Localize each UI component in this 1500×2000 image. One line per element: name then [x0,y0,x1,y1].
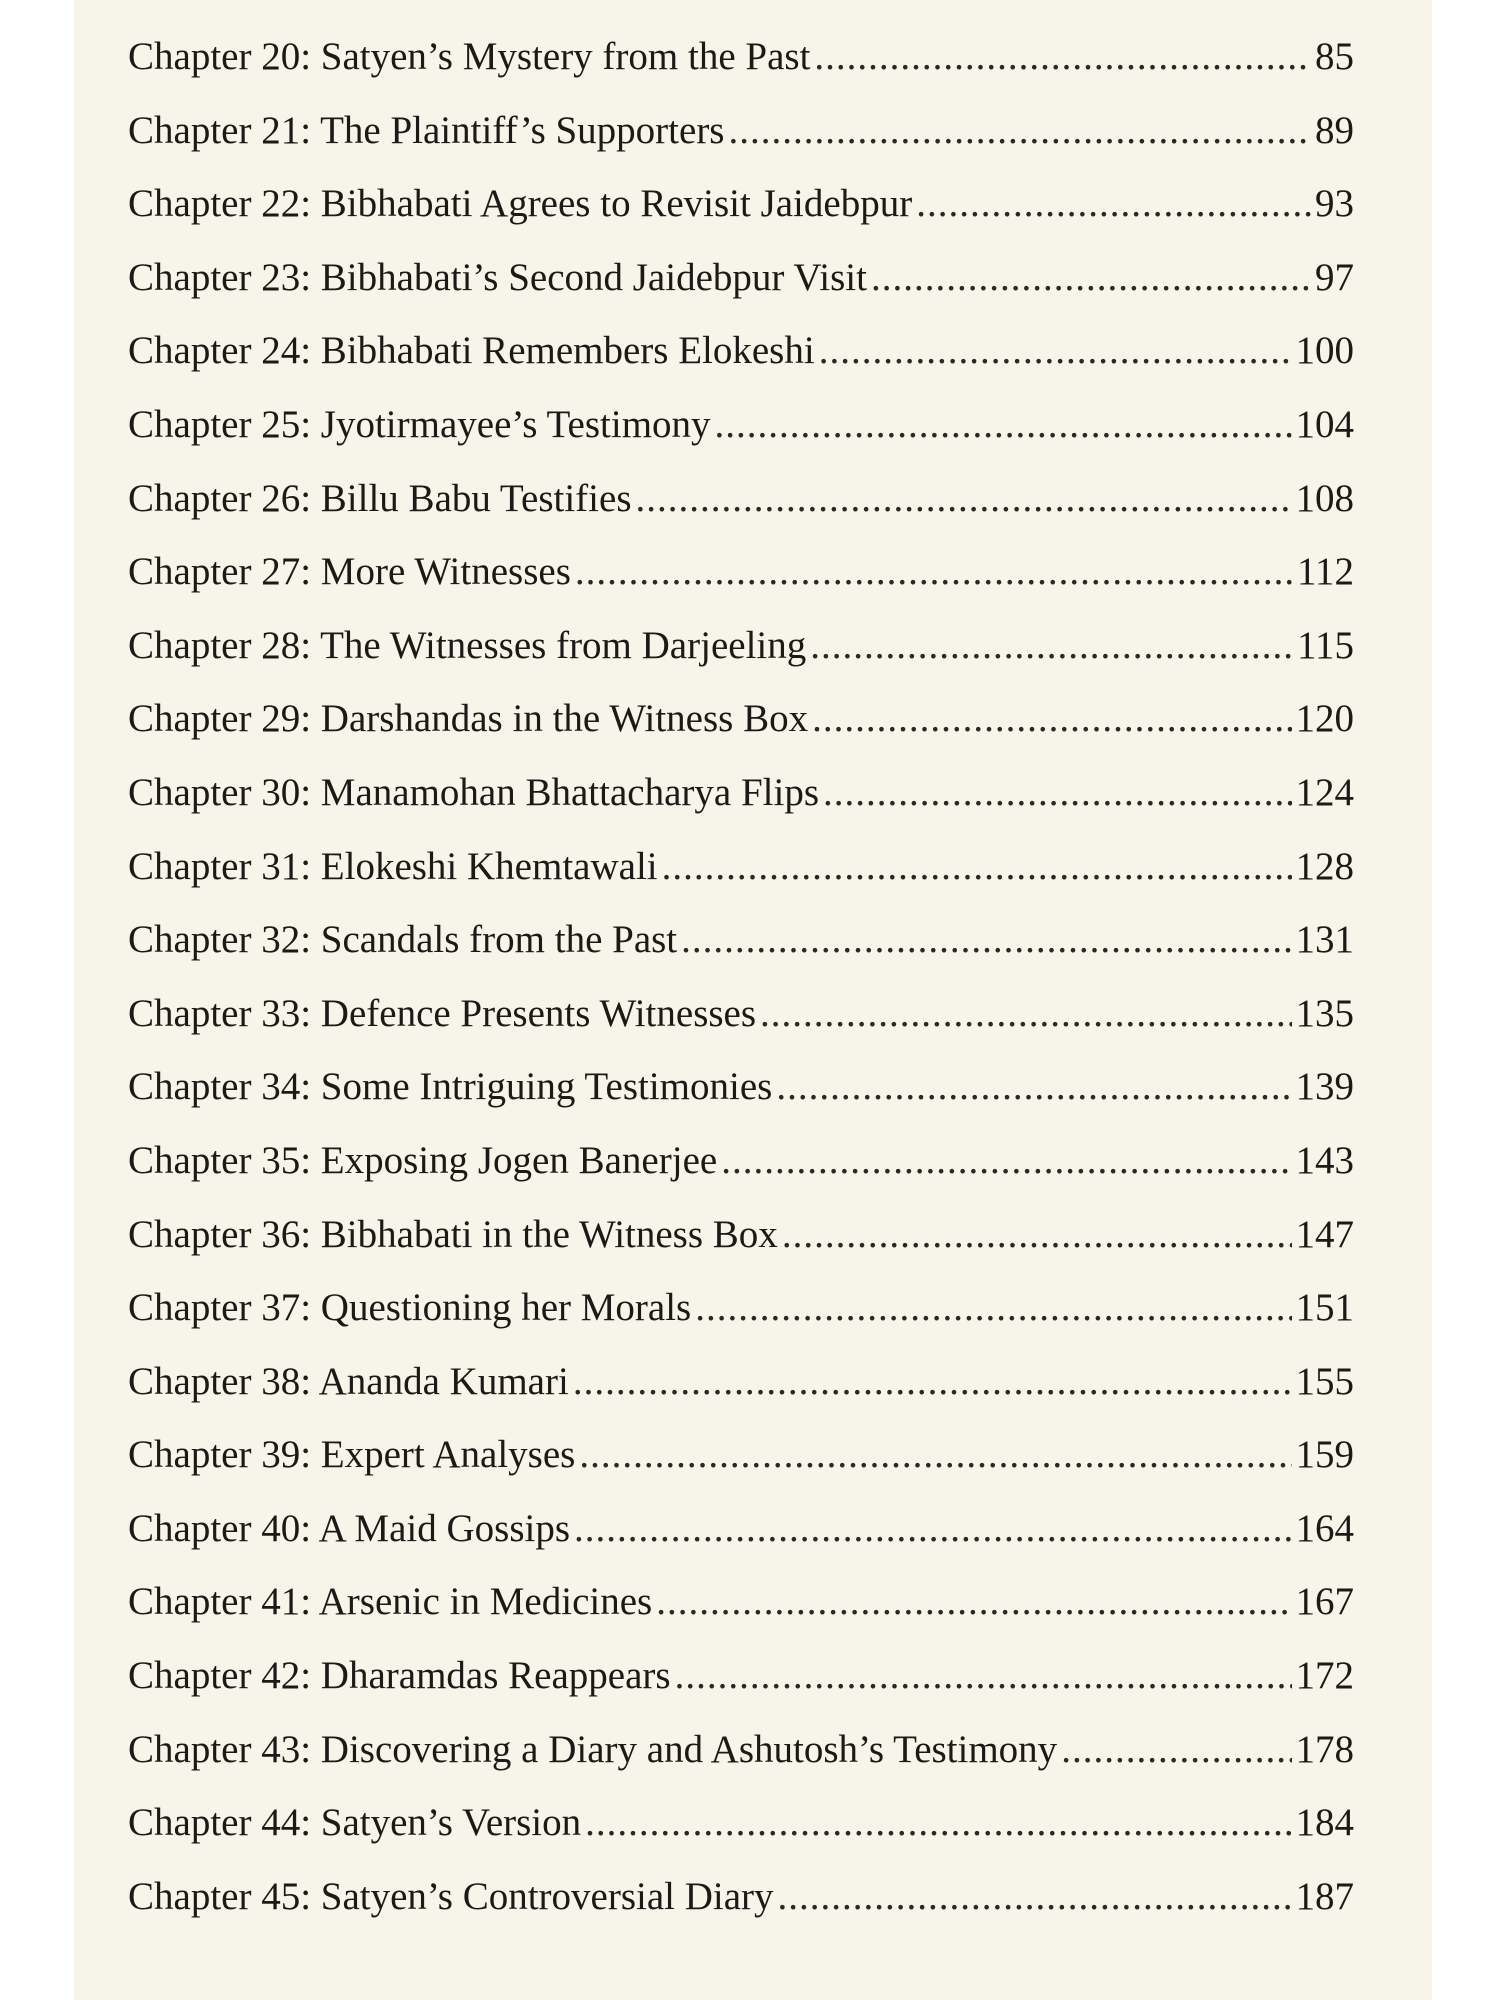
dot-leader [721,1138,1291,1183]
dot-leader [662,844,1292,889]
dot-leader [675,1653,1292,1698]
dot-leader [810,623,1293,668]
toc-entry [128,402,1354,476]
dot-leader [916,181,1311,226]
page-number: 187 [1295,1874,1354,1918]
dot-leader [715,402,1292,447]
toc-entry [128,1285,1354,1359]
toc-entry [128,844,1354,918]
chapter-title: Chapter 24: Bibhabati Remembers Elokeshi [128,329,815,373]
chapter-title: Chapter 29: Darshandas in the Witness Box [128,697,809,741]
page-number: 184 [1295,1801,1354,1845]
page-number: 112 [1296,550,1354,594]
dot-leader [823,770,1292,815]
toc-entry [128,34,1354,108]
chapter-title: Chapter 37: Questioning her Morals [128,1286,692,1330]
page-number: 120 [1295,697,1354,741]
page-number: 164 [1295,1506,1354,1550]
chapter-title: Chapter 25: Jyotirmayee’s Testimony [128,402,711,446]
chapter-title: Chapter 23: Bibhabati’s Second Jaidebpur Visit [128,255,867,299]
page-number: 104 [1295,402,1354,446]
dot-leader [760,991,1291,1036]
chapter-title: Chapter 43: Discovering a Diary and Ashutosh’s Testimony [128,1727,1058,1771]
toc-entry [128,549,1354,623]
toc-entry [128,1138,1354,1212]
dot-leader [573,1359,1292,1404]
page-number: 128 [1295,844,1354,888]
page-number: 155 [1295,1359,1354,1403]
page-number: 139 [1295,1065,1354,1109]
page-number: 93 [1315,182,1354,226]
chapter-title: Chapter 33: Defence Presents Witnesses [128,991,757,1035]
page-number: 124 [1295,770,1354,814]
toc-entry [128,1432,1354,1506]
dot-leader [575,549,1293,594]
dot-leader [782,1212,1292,1257]
chapter-title: Chapter 31: Elokeshi Khemtawali [128,844,658,888]
chapter-title: Chapter 34: Some Intriguing Testimonies [128,1065,773,1109]
dot-leader [585,1800,1291,1845]
page-number: 159 [1295,1433,1354,1477]
toc-entry [128,1506,1354,1580]
dot-leader [681,917,1291,962]
book-page [74,0,1432,2000]
dot-leader [1061,1727,1291,1772]
page-number: 100 [1295,329,1354,373]
toc-entry [128,1064,1354,1138]
toc-entry [128,1212,1354,1286]
toc-entry [128,770,1354,844]
toc-entry [128,108,1354,182]
dot-leader [695,1285,1291,1330]
chapter-title: Chapter 44: Satyen’s Version [128,1801,582,1845]
chapter-title: Chapter 27: More Witnesses [128,550,571,594]
toc-entry [128,1359,1354,1433]
toc-entry [128,255,1354,329]
dot-leader [574,1506,1291,1551]
toc-entry [128,1579,1354,1653]
toc-entry [128,1874,1354,1948]
chapter-title: Chapter 38: Ananda Kumari [128,1359,569,1403]
page-number: 151 [1295,1286,1354,1330]
page-number: 85 [1315,35,1354,78]
toc-entry [128,1727,1354,1801]
chapter-title: Chapter 39: Expert Analyses [128,1433,576,1477]
dot-leader [812,696,1291,741]
dot-leader [776,1064,1291,1109]
toc-entry [128,696,1354,770]
chapter-title: Chapter 41: Arsenic in Medicines [128,1580,653,1624]
chapter-title: Chapter 21: The Plaintiff’s Supporters [128,108,725,152]
chapter-title: Chapter 35: Exposing Jogen Banerjee [128,1138,718,1182]
dot-leader [636,476,1292,521]
page-number: 97 [1315,255,1354,299]
dot-leader [871,255,1311,300]
page-number: 143 [1295,1138,1354,1182]
toc-entry [128,917,1354,991]
page-number: 115 [1296,623,1354,667]
toc-entry [128,328,1354,402]
page-number: 147 [1295,1212,1354,1256]
toc-entry [128,1800,1354,1874]
chapter-title: Chapter 32: Scandals from the Past [128,918,678,962]
page-number: 89 [1315,108,1354,152]
toc-entry [128,623,1354,697]
dot-leader [728,108,1311,153]
page-number: 108 [1295,476,1354,520]
chapter-title: Chapter 40: A Maid Gossips [128,1506,571,1550]
toc-entry [128,181,1354,255]
chapter-title: Chapter 42: Dharamdas Reappears [128,1654,671,1698]
chapter-title: Chapter 30: Manamohan Bhattacharya Flips [128,770,819,814]
page-number: 131 [1295,918,1354,962]
chapter-title: Chapter 26: Billu Babu Testifies [128,476,632,520]
chapter-title: Chapter 20: Satyen’s Mystery from the Past [128,35,811,78]
toc-entry [128,991,1354,1065]
page-number: 167 [1295,1580,1354,1624]
dot-leader [814,34,1311,79]
page-number: 135 [1295,991,1354,1035]
table-of-contents [128,34,1354,1947]
chapter-title: Chapter 28: The Witnesses from Darjeeling [128,623,807,667]
page-number: 172 [1295,1654,1354,1698]
chapter-title: Chapter 22: Bibhabati Agrees to Revisit Jaidebpur [128,182,913,226]
dot-leader [819,328,1292,373]
dot-leader [778,1874,1292,1919]
dot-leader [579,1432,1291,1477]
page-number: 178 [1295,1727,1354,1771]
dot-leader [656,1579,1291,1624]
chapter-title: Chapter 36: Bibhabati in the Witness Box [128,1212,778,1256]
toc-entry [128,476,1354,550]
chapter-title: Chapter 45: Satyen’s Controversial Diary [128,1874,774,1918]
toc-entry [128,1653,1354,1727]
